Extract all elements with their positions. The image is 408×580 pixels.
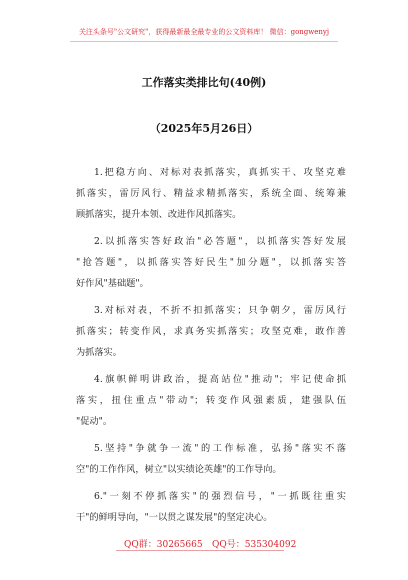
paragraph-3-line-3: 为抓落实。 bbox=[76, 347, 122, 358]
paragraph-4-line-1: 4.旗帜鲜明讲政治，提高站位"推动"；牢记使命抓 bbox=[94, 374, 346, 385]
footer-divider bbox=[116, 550, 284, 551]
paragraph-5-line-2: 空"的工作作风，树立"以实绩论英雄"的工作导向。 bbox=[76, 464, 282, 475]
paragraph-5-line-1: 5.坚持"争就争一流"的工作标准，弘扬"落实不落 bbox=[94, 443, 346, 454]
paragraph-3-line-2: 抓落实；转变作风，求真务实抓落实；攻坚克难，敢作善 bbox=[76, 326, 346, 337]
paragraph-4-line-2: 落实，扭住重点"带动"；转变作风强素质，建强队伍 bbox=[76, 395, 346, 406]
footer-qq-number: QQ号：535304092 bbox=[212, 540, 297, 550]
paragraph-2-line-3: 好作风"基础题"。 bbox=[76, 278, 149, 289]
paragraph-4-line-3: "促动"。 bbox=[76, 416, 113, 427]
paragraph-2-line-2: "抢答题"，以抓落实答好民生"加分题"，以抓落实答 bbox=[76, 257, 346, 268]
paragraph-1-line-2: 抓落实，雷厉风行、精益求精抓落实，系统全面、统筹兼 bbox=[76, 188, 346, 199]
paragraph-6-line-1: 6."一刻不停抓落实"的强烈信号，"一抓既往重实 bbox=[94, 491, 346, 502]
paragraph-3-line-1: 3.对标对表，不折不扣抓落实；只争朝夕，雷厉风行 bbox=[94, 305, 346, 316]
paragraph-6-line-2: 干"的鲜明导向，"一以贯之谋发展"的坚定决心。 bbox=[76, 512, 273, 523]
paragraph-1-line-3: 顾抓落实，提升本领、改进作风抓落实。 bbox=[76, 209, 242, 220]
paragraph-2-line-1: 2.以抓落实答好政治"必答题"，以抓落实答好发展 bbox=[94, 236, 346, 247]
header-divider bbox=[70, 41, 338, 42]
header-note: 关注头条号"公文研究"，获得最新最全最专业的公文资料库！ 微信：gongwenyj bbox=[78, 28, 330, 36]
footer-qq-group: QQ群：30265665 bbox=[124, 540, 203, 550]
page-footer bbox=[0, 537, 408, 551]
paragraph-1-line-1: 1.把稳方向、对标对表抓落实，真抓实干、攻坚克难 bbox=[94, 167, 346, 178]
document-date: （2025年5月26日） bbox=[149, 122, 259, 135]
document-title: 工作落实类排比句(40例) bbox=[141, 76, 267, 89]
